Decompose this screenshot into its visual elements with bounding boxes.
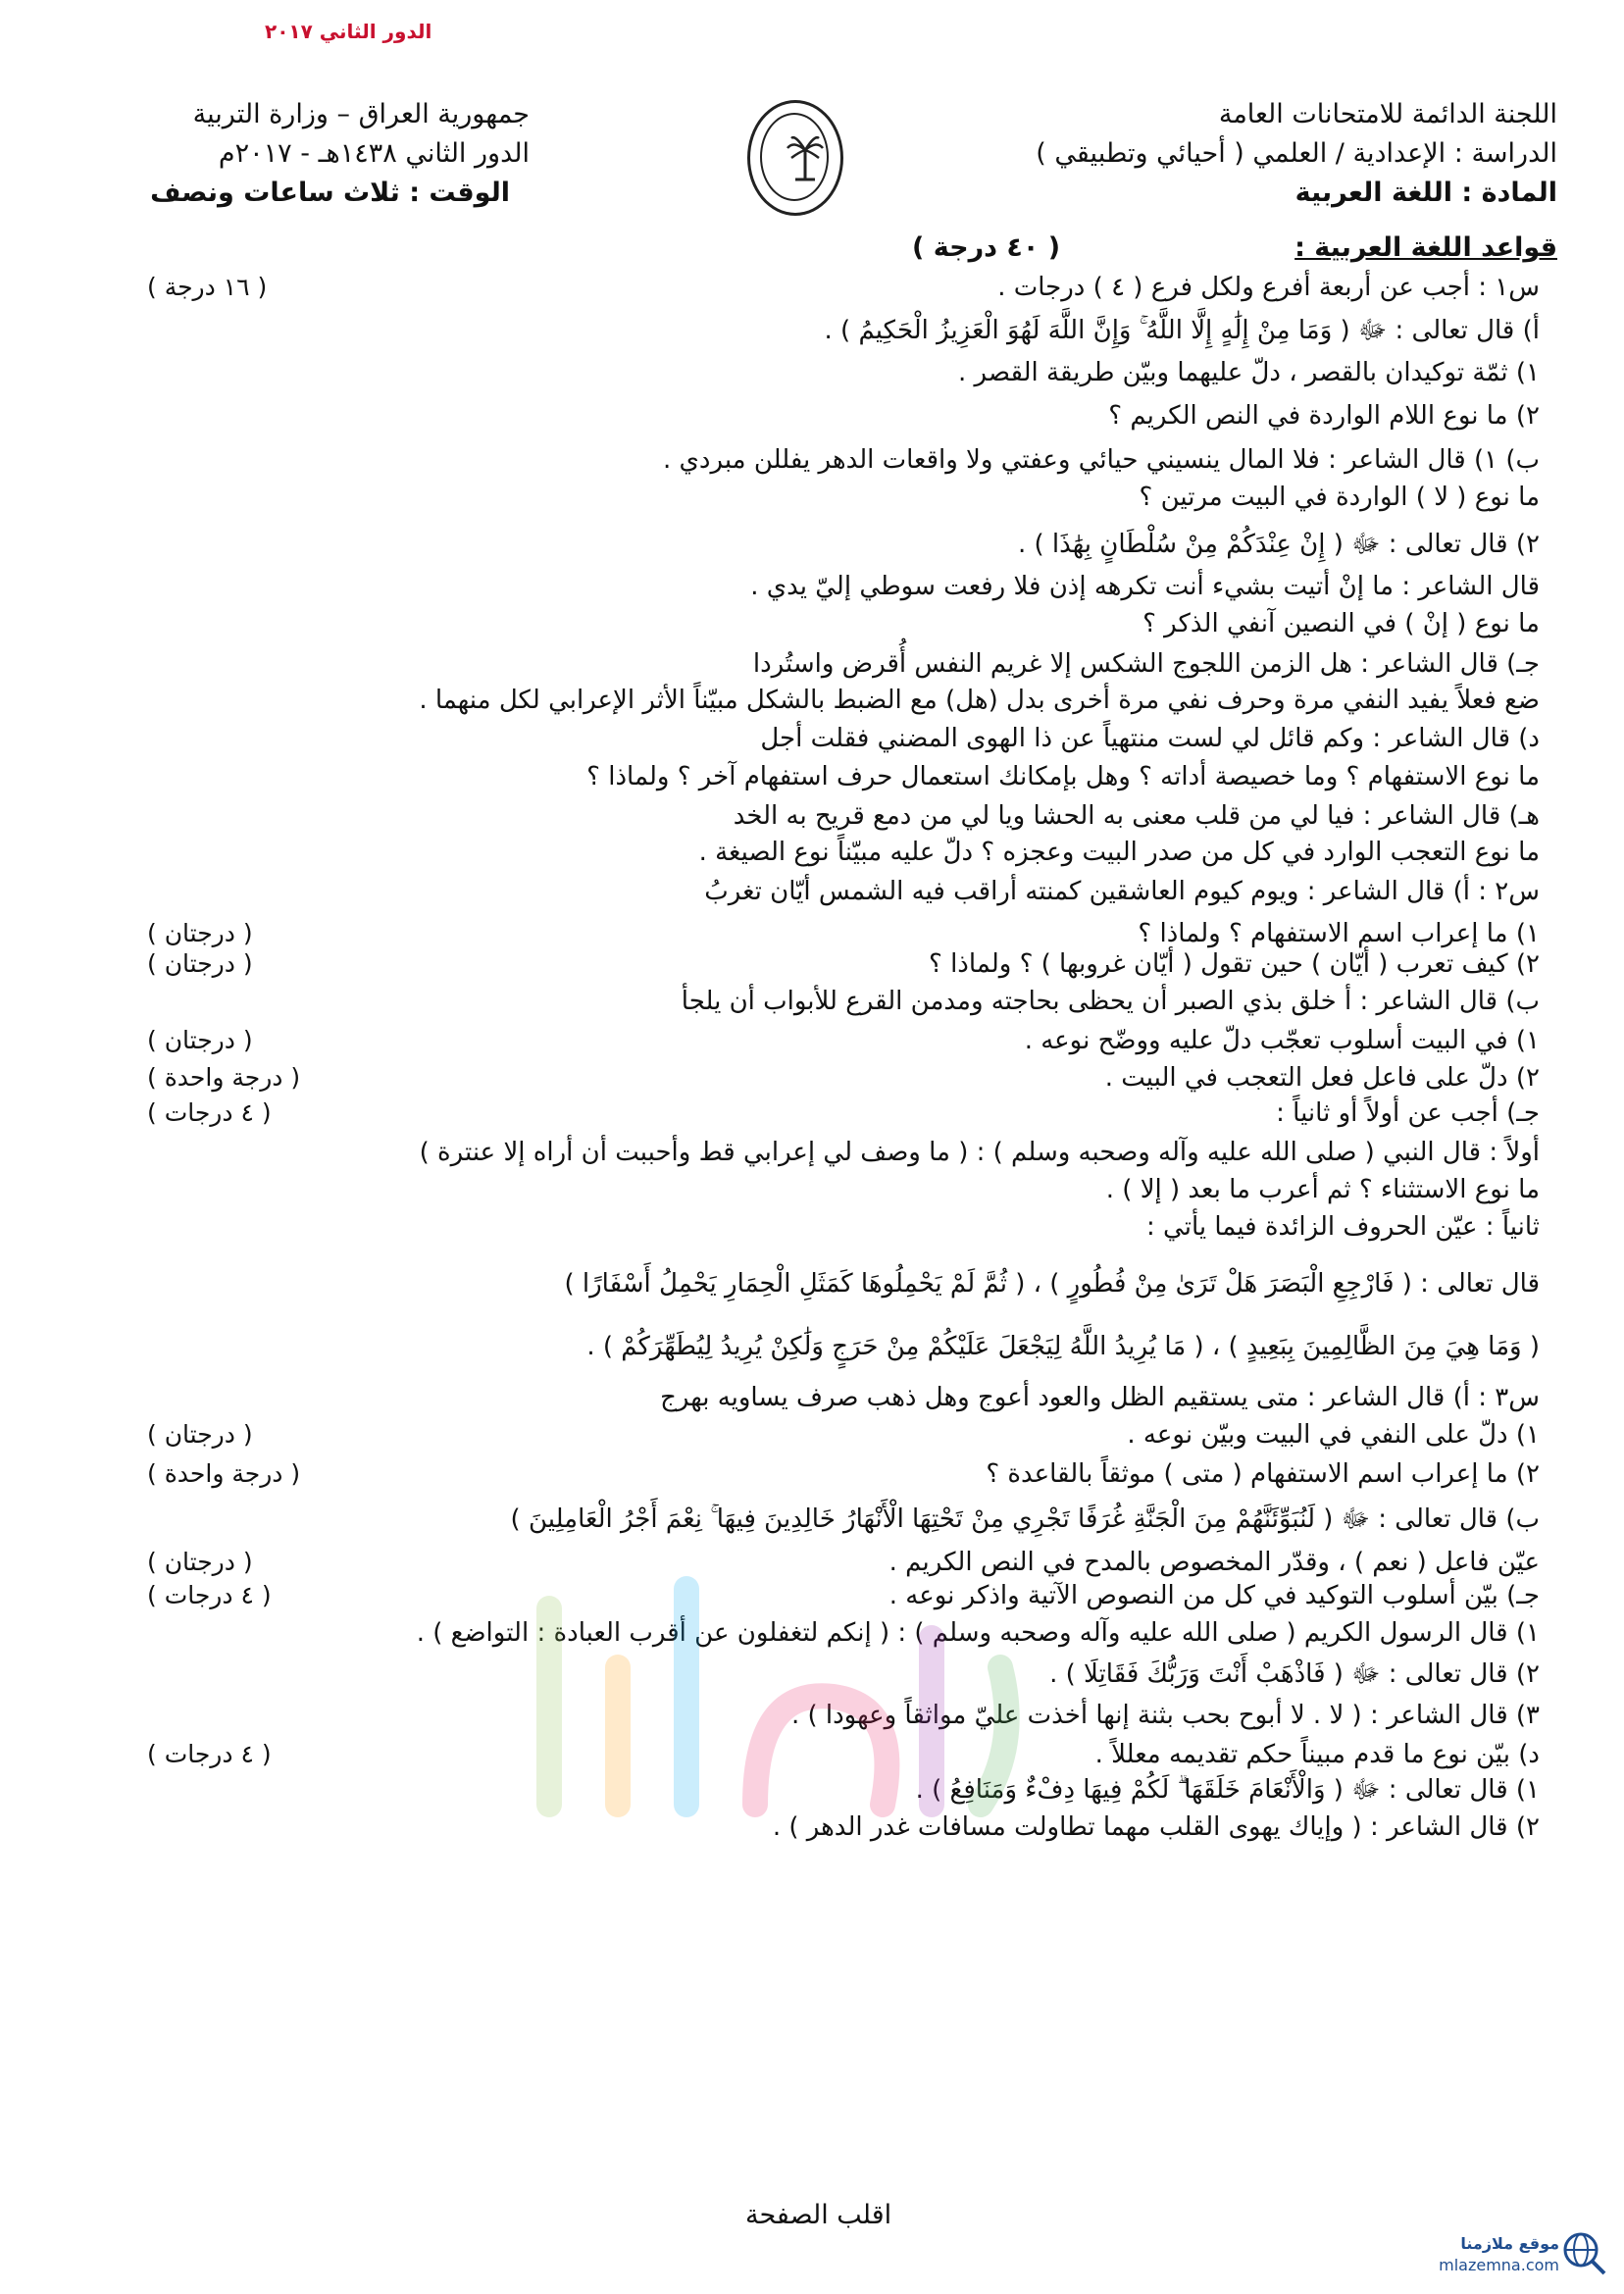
question-line: ب) ١) قال الشاعر : فلا المال ينسيني حيائي وعفتي ولا واقعات الدهر يفللن مبردي .: [663, 445, 1540, 475]
logo-english: mlazemna.com: [1439, 2256, 1559, 2274]
marks-label: ( درجتان ): [147, 919, 253, 947]
question-line: س١ : أجب عن أربعة أفرع ولكل فرع ( ٤ ) درجات .: [997, 273, 1540, 302]
question-line: ١) في البيت أسلوب تعجّب دلّ عليه ووضّح نوعه .: [1024, 1026, 1540, 1055]
session-label: الدور الثاني ٢٠١٧: [265, 20, 432, 43]
header-left-line-2: الدور الثاني ١٤٣٨هـ - ٢٠١٧م: [218, 138, 530, 169]
question-line: ثانياً : عيّن الحروف الزائدة فيما يأتي :: [1146, 1212, 1540, 1242]
question-line: ١) قال تعالى : ﷻ ( وَالْأَنْعَامَ خَلَقَهَا ۗ لَكُمْ فِيهَا دِفْءٌ وَمَنَافِعُ ) .: [915, 1775, 1540, 1805]
question-line: ب) قال الشاعر : أ خلق بذي الصبر أن يحظى بحاجته ومدمن القرع للأبواب أن يلجأ: [681, 987, 1540, 1016]
marks-label: ( ٤ درجات ): [147, 1581, 272, 1609]
question-line: ( وَمَا هِيَ مِنَ الظَّالِمِينَ بِبَعِيدٍ ) ، ( مَا يُرِيدُ اللَّهُ لِيَجْعَلَ عَلَيْكُمْ مِنْ حَرَجٍ وَلَٰكِنْ يُرِيدُ لِيُطَهِّرَكُمْ ) .: [586, 1332, 1540, 1361]
question-line: أ) قال تعالى : ﷻ ( وَمَا مِنْ إِلَٰهٍ إِلَّا اللَّهُ ۚ وَإِنَّ اللَّهَ لَهُوَ الْعَزِيزُ الْحَكِيمُ ) .: [824, 316, 1540, 345]
marks-label: ( درجتان ): [147, 1420, 253, 1449]
question-line: قال تعالى : ( فَارْجِعِ الْبَصَرَ هَلْ تَرَىٰ مِنْ فُطُورٍ ) ، ( ثُمَّ لَمْ يَحْمِلُوهَا كَمَثَلِ الْحِمَارِ يَحْمِلُ أَسْفَارًا ): [564, 1269, 1540, 1299]
header-left-line-1: جمهورية العراق – وزارة التربية: [192, 99, 530, 129]
question-line: ٢) كيف تعرب ( أيّان ) حين تقول ( أيّان غروبها ) ؟ ولماذا ؟: [929, 949, 1540, 979]
question-line: ١) ما إعراب اسم الاستفهام ؟ ولماذا ؟: [1138, 919, 1540, 948]
marks-label: ( درجة واحدة ): [147, 1459, 301, 1488]
header-right-line-3: المادة : اللغة العربية: [1294, 178, 1557, 208]
question-line: ١) ثمّة توكيدان بالقصر ، دلّ عليهما وبيّن طريقة القصر .: [958, 358, 1540, 387]
logo-globe-icon: [1561, 2230, 1606, 2275]
question-line: س٢ : أ) قال الشاعر : ويوم كيوم العاشقين كمنته أراقب فيه الشمس أيّان تغربُ: [704, 877, 1540, 906]
marks-label: ( ٤ درجات ): [147, 1098, 272, 1127]
header-right-line-2: الدراسة : الإعدادية / العلمي ( أحيائي وتطبيقي ): [1036, 138, 1557, 169]
marks-label: ( ٤ درجات ): [147, 1740, 272, 1768]
question-line: د) بيّن نوع ما قدم مبيناً حكم تقديمه معللاً .: [1094, 1740, 1540, 1769]
section-title: قواعد اللغة العربية :: [1294, 232, 1557, 263]
question-line: ٢) ما نوع اللام الواردة في النص الكريم ؟: [1108, 401, 1540, 431]
question-line: ٢) دلّ على فاعل فعل التعجب في البيت .: [1104, 1063, 1540, 1093]
footer-turn-page: اقلب الصفحة: [745, 2200, 892, 2230]
question-line: ٢) قال الشاعر : ( وإياك يهوى القلب مهما تطاولت مسافات غدر الدهر ) .: [772, 1812, 1540, 1842]
marks-label: ( درجتان ): [147, 949, 253, 978]
header-right-line-1: اللجنة الدائمة للامتحانات العامة: [1218, 99, 1557, 129]
question-line: عيّن فاعل ( نعم ) ، وقدّر المخصوص بالمدح في النص الكريم .: [888, 1548, 1540, 1577]
question-line: ٢) قال تعالى : ﷻ ( فَاذْهَبْ أَنْتَ وَرَبُّكَ فَقَاتِلَا ) .: [1049, 1659, 1540, 1689]
question-line: ب) قال تعالى : ﷻ ( لَنُبَوِّئَنَّهُمْ مِنَ الْجَنَّةِ غُرَفًا تَجْرِي مِنْ تَحْتِهَا الْأَنْهَارُ خَالِدِينَ فِيهَا ۚ نِعْمَ أَجْرُ الْعَامِلِينَ ): [510, 1504, 1540, 1534]
marks-label: ( درجة واحدة ): [147, 1063, 301, 1092]
site-logo: [1439, 2224, 1606, 2283]
question-line: ٣) قال الشاعر : ( لا . لا أبوح بحب بثنة إنها أخذت عليّ مواثقاً وعهودا ) .: [790, 1701, 1540, 1730]
marks-label: ( درجتان ): [147, 1026, 253, 1054]
question-line: جـ) بيّن أسلوب التوكيد في كل من النصوص الآتية واذكر نوعه .: [888, 1581, 1540, 1610]
question-line: ما نوع الاستفهام ؟ وما خصيصة أداته ؟ وهل بإمكانك استعمال حرف استفهام آخر ؟ ولماذا ؟: [586, 762, 1540, 791]
question-line: ٢) قال تعالى : ﷻ ( إِنْ عِنْدَكُمْ مِنْ سُلْطَانٍ بِهَٰذَا ) .: [1017, 530, 1540, 559]
question-line: ما نوع التعجب الوارد في كل من صدر البيت وعجزه ؟ دلّ عليه مبيّناً نوع الصيغة .: [698, 838, 1540, 867]
marks-label: ( ١٦ درجة ): [147, 273, 268, 301]
question-line: أولاً : قال النبي ( صلى الله عليه وآله وصحبه وسلم ) : ( ما وصف لي إعرابي قط وأحببت أن أراه إلا عنترة ): [419, 1138, 1540, 1167]
marks-label: ( درجتان ): [147, 1548, 253, 1576]
watermark-icon: [510, 1550, 1059, 1844]
question-line: ٢) ما إعراب اسم الاستفهام ( متى ) موثقاً بالقاعدة ؟: [986, 1459, 1540, 1489]
question-line: ١) دلّ على النفي في البيت وبيّن نوعه .: [1127, 1420, 1540, 1450]
question-line: ما نوع ( إنْ ) في النصين آنفي الذكر ؟: [1142, 609, 1540, 638]
header-left-line-3: الوقت : ثلاث ساعات ونصف: [150, 178, 510, 208]
question-line: جـ) قال الشاعر : هل الزمن اللجوج الشكس إلا غريم النفس أُقرض واستُردا: [752, 649, 1540, 679]
question-line: ما نوع الاستثناء ؟ ثم أعرب ما بعد ( إلا ) .: [1105, 1175, 1540, 1204]
question-line: ١) قال الرسول الكريم ( صلى الله عليه وآله وصحبه وسلم ) : ( إنكم لتغفلون عن أقرب العبادة : التواضع ) .: [416, 1618, 1540, 1648]
section-marks: ( ٤٠ درجة ): [912, 232, 1061, 263]
question-line: س٣ : أ) قال الشاعر : متى يستقيم الظل والعود أعوج وهل ذهب صرف يساويه بهرج: [660, 1383, 1540, 1412]
ministry-seal-icon: [747, 100, 843, 216]
question-line: ما نوع ( لا ) الواردة في البيت مرتين ؟: [1139, 483, 1540, 512]
question-line: هـ) قال الشاعر : فيا لي من قلب معنى به الحشا ويا لي من دمع قريح به الخد: [733, 801, 1540, 831]
question-line: قال الشاعر : ما إنْ أتيت بشيء أنت تكرهه إذن فلا رفعت سوطي إليّ يدي .: [750, 572, 1540, 601]
question-line: د) قال الشاعر : وكم قائل لي لست منتهياً عن ذا الهوى المضني فقلت أجل: [760, 724, 1540, 753]
logo-arabic: موقع ملازمنا: [1460, 2234, 1559, 2253]
question-line: ضع فعلاً يفيد النفي مرة وحرف نفي مرة أخرى بدل (هل) مع الضبط بالشكل مبيّناً الأثر الإعرابي لكل منهما .: [419, 686, 1540, 715]
question-line: جـ) أجب عن أولاً أو ثانياً :: [1276, 1098, 1540, 1128]
